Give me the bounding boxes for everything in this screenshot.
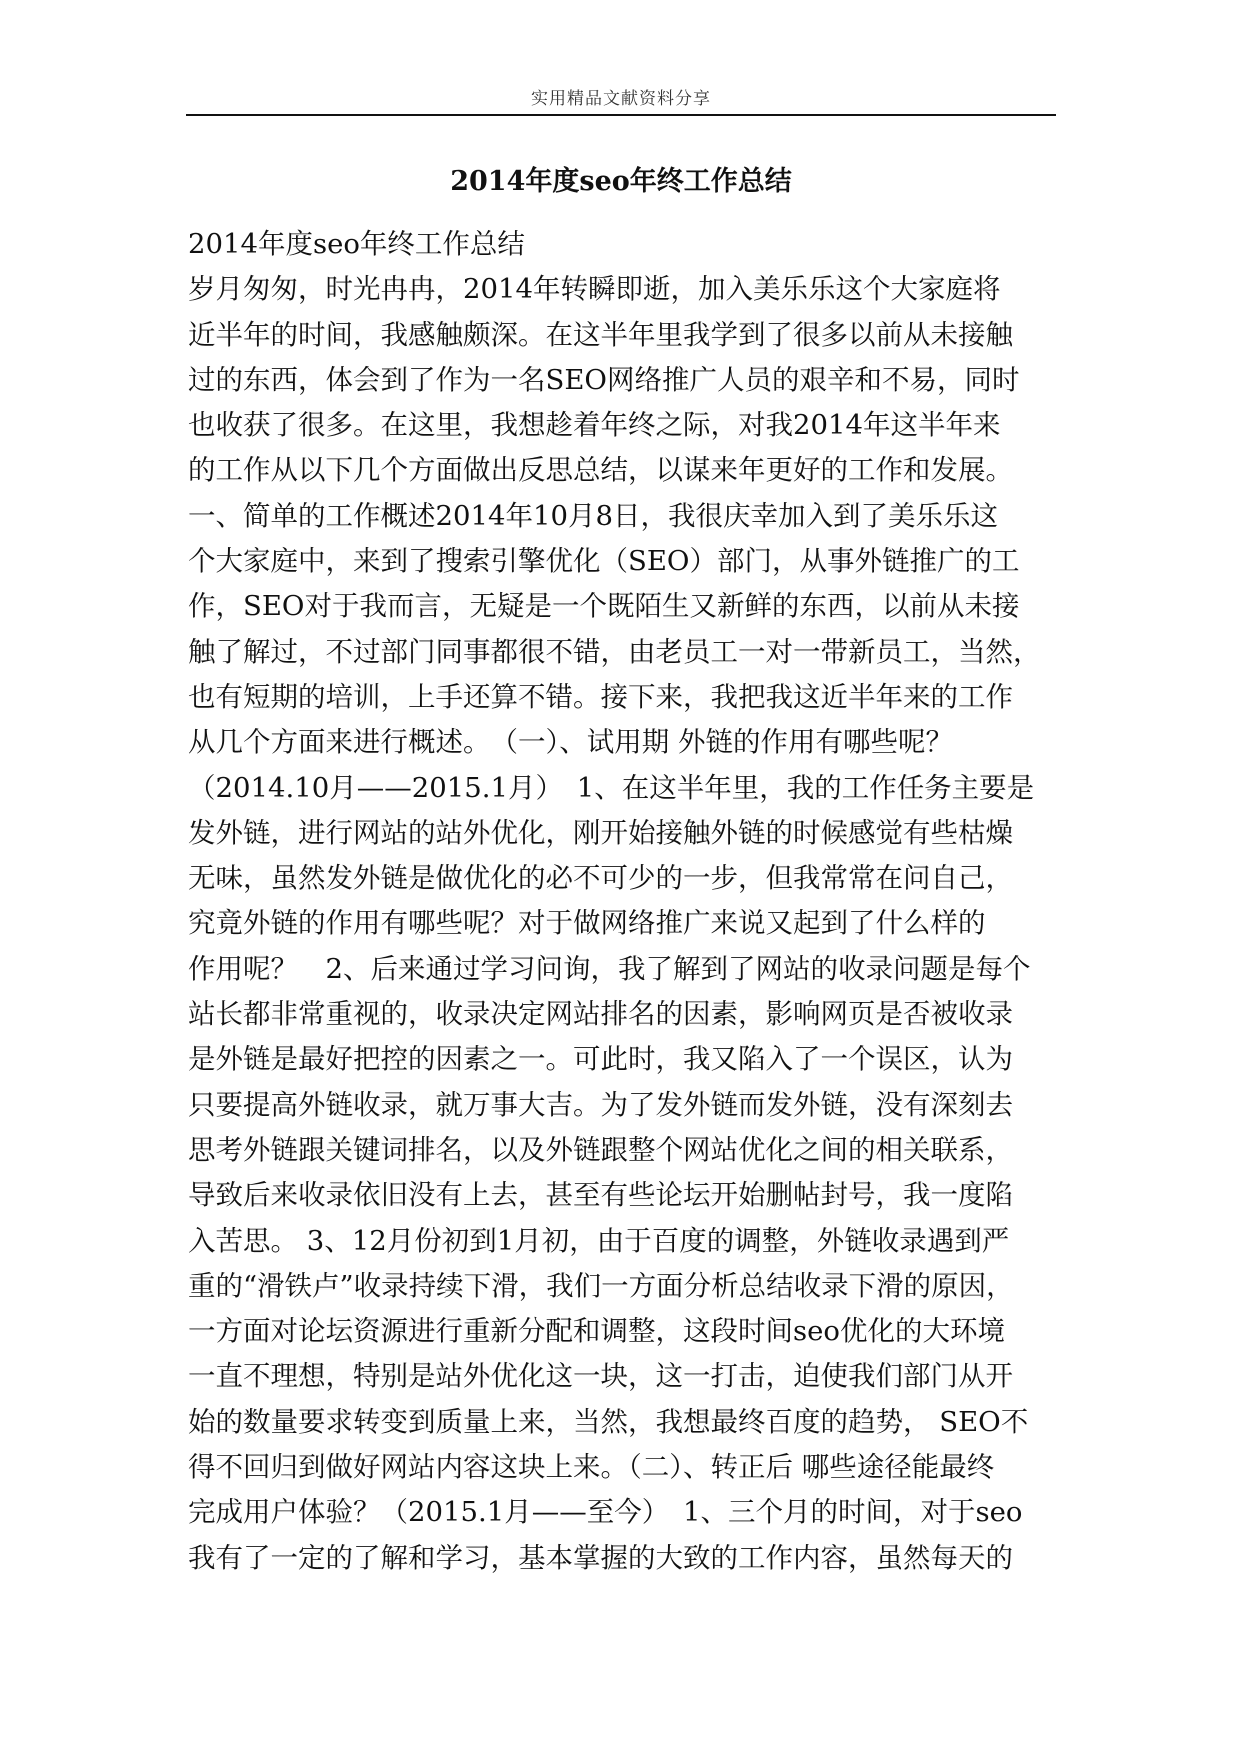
- body-line: 我有了一定的了解和学习，基本掌握的大致的工作内容，虽然每天的: [188, 1541, 1013, 1574]
- body-line: 作用呢？ 2、后来通过学习问询，我了解到了网站的收录问题是每个: [188, 952, 1031, 985]
- body-line: 个大家庭中，来到了搜索引擎优化（SEO）部门，从事外链推广的工: [188, 545, 1020, 578]
- body-line: 导致后来收录依旧没有上去，甚至有些论坛开始删帖封号，我一度陷: [188, 1179, 1013, 1212]
- body-line: 一、简单的工作概述2014年10月8日，我很庆幸加入到了美乐乐这: [188, 499, 998, 532]
- body-line: （2014.10月——2015.1月） 1、在这半年里，我的工作任务主要是: [188, 771, 1035, 804]
- body-line: 从几个方面来进行概述。 （一）、试用期 外链的作用有哪些呢？: [188, 726, 953, 759]
- body-line: 究竟外链的作用有哪些呢？对于做网络推广来说又起到了什么样的: [188, 907, 986, 940]
- body-line: 也收获了很多。在这里，我想趁着年终之际，对我2014年这半年来: [188, 409, 1001, 442]
- body-line: 作，SEO对于我而言，无疑是一个既陌生又新鲜的东西，以前从未接: [188, 590, 1020, 623]
- body-line: 的工作从以下几个方面做出反思总结，以谋来年更好的工作和发展。: [188, 454, 1013, 487]
- body-line: 入苦思。 3、12月份初到1月初，由于百度的调整，外链收录遇到严: [188, 1224, 1010, 1257]
- body-line: 2014年度seo年终工作总结: [188, 228, 525, 260]
- body-line: 得不回归到做好网站内容这块上来。（二）、转正后 哪些途径能最终: [188, 1451, 995, 1484]
- body-line: 一直不理想，特别是站外优化这一块，这一打击，迫使我们部门从开: [188, 1360, 1013, 1393]
- body-line: 站长都非常重视的，收录决定网站排名的因素，影响网页是否被收录: [188, 998, 1013, 1031]
- header-divider: [186, 114, 1056, 116]
- body-line: 触了解过，不过部门同事都很不错，由老员工一对一带新员工，当然，: [188, 635, 1041, 668]
- body-line: 无味，虽然发外链是做优化的必不可少的一步，但我常常在问自己，: [188, 862, 1013, 895]
- page-header: 实用精品文献资料分享: [531, 89, 711, 109]
- document-title: 2014年度seo年终工作总结: [450, 166, 792, 197]
- body-line: 是外链是最好把控的因素之一。可此时，我又陷入了一个误区，认为: [188, 1043, 1013, 1076]
- document-body: [188, 222, 1068, 1581]
- body-line: 只要提高外链收录，就万事大吉。为了发外链而发外链，没有深刻去: [188, 1088, 1013, 1121]
- body-line: 也有短期的培训，上手还算不错。接下来，我把我这近半年来的工作: [188, 680, 1013, 713]
- body-line: 岁月匆匆，时光冉冉，2014年转瞬即逝，加入美乐乐这个大家庭将: [188, 273, 1001, 306]
- body-line: 思考外链跟关键词排名，以及外链跟整个网站优化之间的相关联系，: [188, 1133, 1013, 1166]
- body-line: 重的“滑铁卢”收录持续下滑，我们一方面分析总结收录下滑的原因，: [188, 1269, 1014, 1302]
- body-line: 过的东西，体会到了作为一名SEO网络推广人员的艰辛和不易，同时: [188, 363, 1020, 396]
- body-line: 完成用户体验？（2015.1月——至今） 1、三个月的时间，对于seo: [188, 1496, 1023, 1529]
- body-line: 发外链，进行网站的站外优化，刚开始接触外链的时候感觉有些枯燥: [188, 816, 1013, 849]
- body-line: 近半年的时间，我感触颇深。在这半年里我学到了很多以前从未接触: [188, 318, 1013, 351]
- body-line: 一方面对论坛资源进行重新分配和调整，这段时间seo优化的大环境: [188, 1315, 1005, 1348]
- body-line: 始的数量要求转变到质量上来，当然，我想最终百度的趋势， SEO不: [188, 1405, 1029, 1438]
